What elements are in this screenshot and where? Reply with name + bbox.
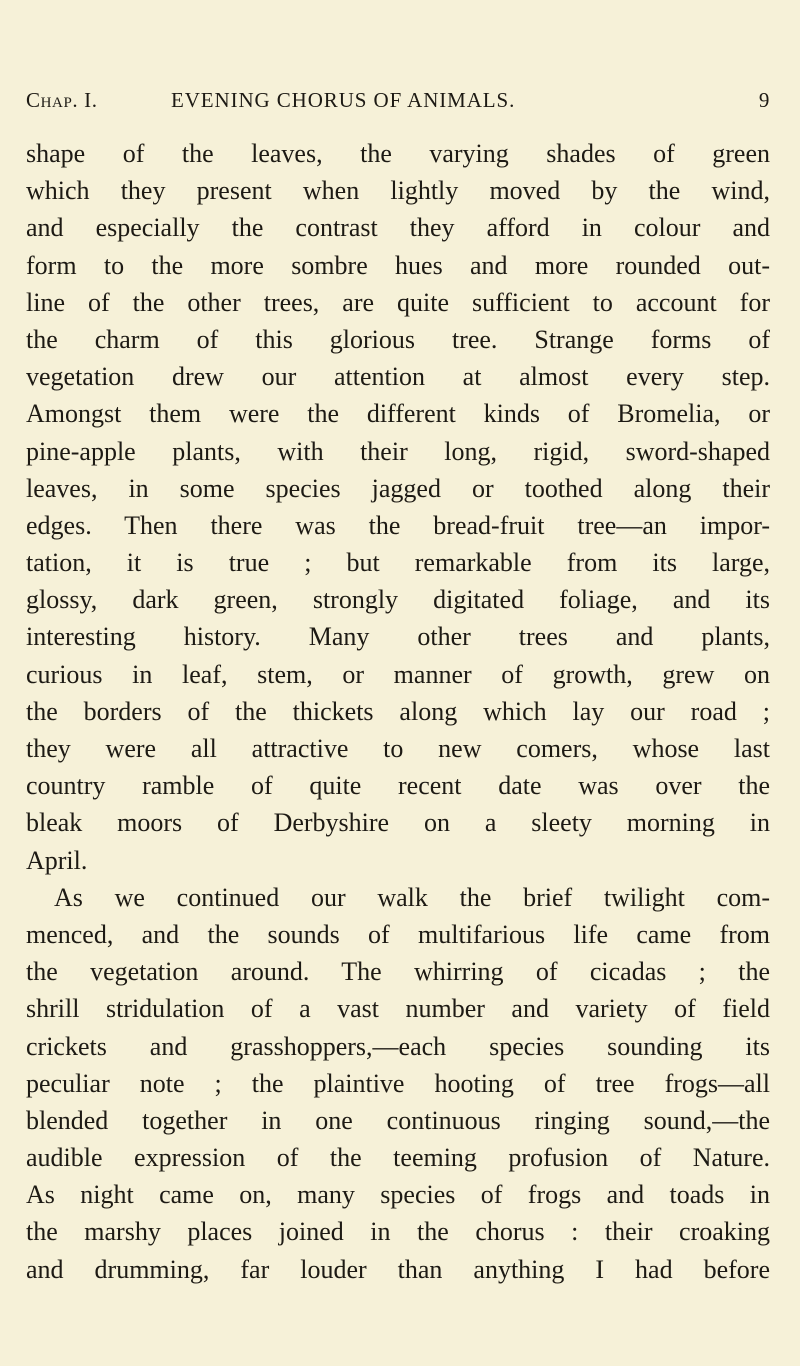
text-line: blended together in one continuous ringing sound,—the (26, 1105, 770, 1135)
text-line: shape of the leaves, the varying shades of green (26, 139, 770, 168)
text-line: and drumming, far louder than anything I had before (26, 1254, 770, 1284)
page-number: 9 (758, 88, 770, 112)
text-line: the borders of the thickets along which lay our road ; (26, 696, 770, 726)
text-line: leaves, in some species jagged or toothed along their (26, 473, 770, 503)
text-line: As night came on, many species of frogs and toads in (26, 1180, 770, 1210)
text-line: pine-apple plants, with their long, rigid, sword-shaped (26, 436, 770, 466)
text-line: glossy, dark green, strongly digitated foliage, and its (26, 585, 770, 615)
text-line: As we continued our walk the brief twilight com- (54, 882, 770, 912)
text-line: shrill stridulation of a vast number and variety of field (26, 994, 770, 1024)
text-line: form to the more sombre hues and more rounded out- (26, 250, 770, 280)
text-line: interesting history. Many other trees and plants, (26, 622, 770, 652)
text-line: the charm of this glorious tree. Strange forms of (26, 324, 770, 354)
text-line: edges. Then there was the bread-fruit tree—an impor- (26, 510, 770, 540)
chapter-label: Chap. I. (26, 88, 98, 112)
text-line: the marshy places joined in the chorus : their croaking (26, 1217, 770, 1247)
text-line: country ramble of quite recent date was over the (26, 771, 770, 801)
text-line: audible expression of the teeming profusion of Nature. (26, 1143, 770, 1173)
text-line: which they present when lightly moved by the wind, (26, 176, 770, 206)
body-text (26, 135, 770, 1288)
text-line: line of the other trees, are quite sufficient to account for (26, 287, 770, 317)
text-line: they were all attractive to new comers, whose last (26, 734, 770, 763)
text-line: and especially the contrast they afford in colour and (26, 213, 770, 243)
text-line: the vegetation around. The whirring of cicadas ; the (26, 957, 770, 987)
text-line: crickets and grasshoppers,—each species sounding its (26, 1031, 770, 1061)
text-line: tation, it is true ; but remarkable from its large, (26, 548, 770, 578)
text-line: April. (26, 845, 88, 875)
text-line: peculiar note ; the plaintive hooting of tree frogs—all (26, 1068, 770, 1098)
text-line: bleak moors of Derbyshire on a sleety morning in (26, 808, 770, 838)
running-head (26, 87, 770, 113)
running-title: EVENING CHORUS OF ANIMALS. (171, 88, 516, 112)
text-line: menced, and the sounds of multifarious life came from (26, 919, 770, 949)
text-line: Amongst them were the different kinds of Bromelia, or (26, 399, 770, 429)
text-line: curious in leaf, stem, or manner of growth, grew on (26, 659, 770, 689)
text-line: vegetation drew our attention at almost every step. (26, 362, 770, 392)
